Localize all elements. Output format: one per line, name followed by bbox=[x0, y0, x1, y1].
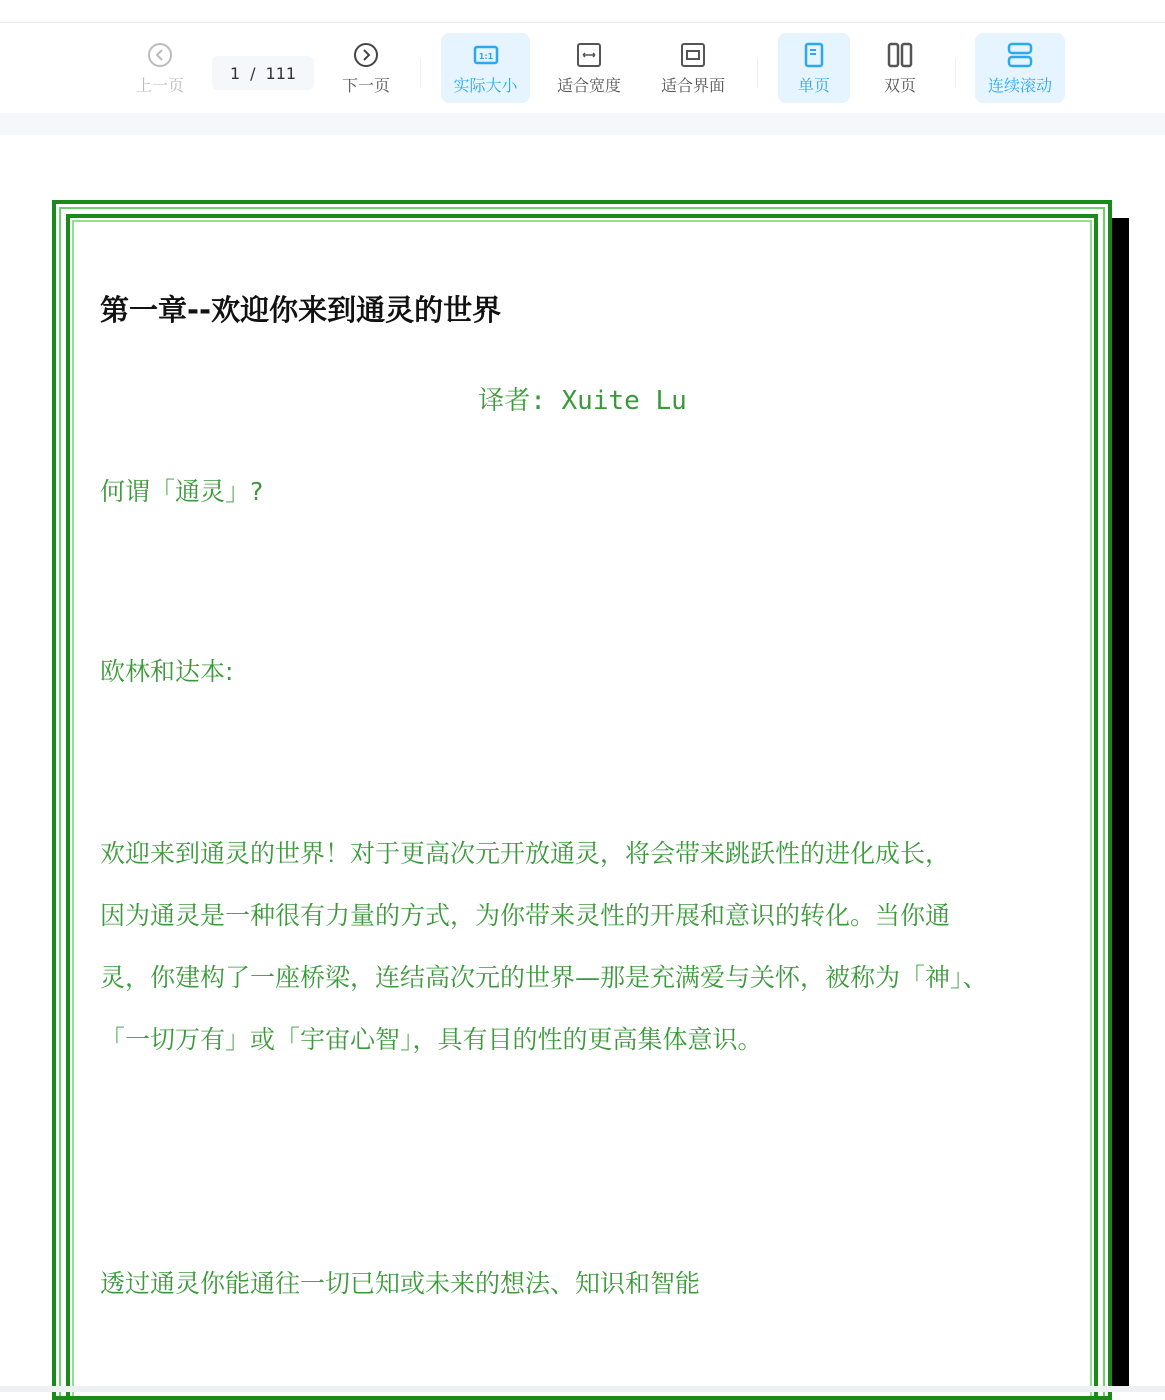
single-page-button[interactable] bbox=[778, 33, 850, 103]
prev-page-button[interactable] bbox=[125, 33, 195, 103]
page-separator: / bbox=[250, 63, 256, 83]
paragraph: 欧林和达本: bbox=[100, 657, 234, 686]
fit-screen-button[interactable] bbox=[652, 33, 734, 103]
actual-size-button[interactable] bbox=[441, 33, 530, 103]
paragraph-line: 欢迎来到通灵的世界！对于更高次元开放通灵，将会带来跳跃性的进化成长， bbox=[100, 839, 951, 868]
toolbar-divider bbox=[420, 58, 421, 88]
actual-size-label: 实际大小 bbox=[453, 75, 518, 95]
single-page-icon bbox=[800, 41, 828, 69]
paragraph-line: 因为通灵是一种很有力量的方式，为你带来灵性的开展和意识的转化。当你通 bbox=[100, 901, 951, 930]
paragraph: 何谓「通灵」? bbox=[100, 477, 264, 506]
fit-screen-label: 适合界面 bbox=[660, 75, 725, 95]
paragraph-line: 「一切万有」或「宇宙心智」，具有目的性的更高集体意识。 bbox=[100, 1025, 763, 1054]
fit-width-label: 适合宽度 bbox=[556, 75, 621, 95]
page-total: 111 bbox=[265, 63, 297, 83]
paragraph: 透过通灵你能通往一切已知或未来的想法、知识和智能 bbox=[100, 1269, 701, 1298]
svg-text:1:1: 1:1 bbox=[478, 51, 493, 61]
prev-page-label: 上一页 bbox=[135, 75, 184, 95]
single-page-label: 单页 bbox=[797, 75, 830, 95]
chevron-left-circle-icon bbox=[146, 41, 174, 69]
double-page-icon bbox=[886, 41, 914, 69]
continuous-scroll-button[interactable] bbox=[975, 33, 1065, 103]
continuous-scroll-icon bbox=[1006, 41, 1034, 69]
translator-line: 译者: Xuite Lu bbox=[478, 386, 687, 416]
fit-width-button[interactable] bbox=[548, 33, 630, 103]
chevron-right-circle-icon bbox=[352, 41, 380, 69]
double-page-button[interactable] bbox=[864, 33, 936, 103]
double-page-label: 双页 bbox=[883, 75, 916, 95]
chapter-title: 第一章--欢迎你来到通灵的世界 bbox=[100, 293, 502, 327]
fit-width-icon bbox=[575, 41, 603, 69]
next-page-button[interactable] bbox=[330, 33, 402, 103]
page-indicator[interactable] bbox=[212, 56, 314, 90]
toolbar-divider bbox=[955, 58, 956, 88]
viewer-toolbar bbox=[0, 23, 1165, 113]
fit-screen-icon bbox=[679, 41, 707, 69]
bottom-strip bbox=[0, 1386, 1165, 1392]
toolbar-bottom-strip bbox=[0, 113, 1165, 135]
continuous-scroll-label: 连续滚动 bbox=[987, 75, 1052, 95]
paragraph-line: 灵，你建构了一座桥梁，连结高次元的世界—那是充满爱与关怀，被称为「神」、 bbox=[100, 963, 988, 992]
next-page-label: 下一页 bbox=[341, 75, 390, 95]
actual-size-icon bbox=[472, 41, 500, 69]
toolbar-divider bbox=[757, 58, 758, 88]
page-current-input[interactable]: 1 bbox=[229, 63, 241, 83]
